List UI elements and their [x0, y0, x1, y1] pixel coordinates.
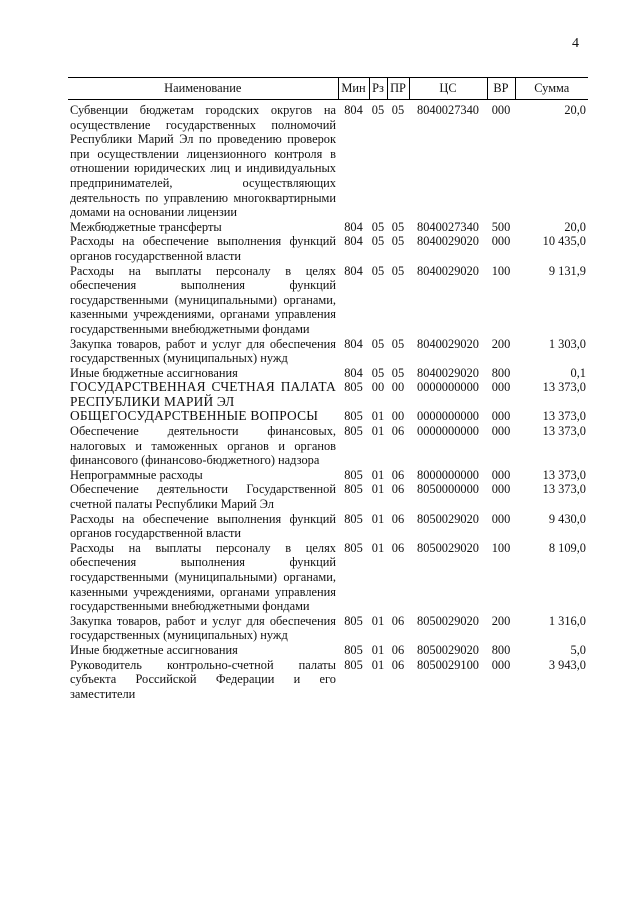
row-name: Межбюджетные трансферты [70, 219, 222, 234]
header-pr: ПР [387, 78, 409, 100]
row-name: Закупка товаров, работ и услуг для обеспечения государственных (муниципальных) нужд [70, 613, 336, 643]
row-vr: 000 [491, 467, 511, 482]
row-min: 805 [344, 409, 363, 424]
row-vr: 800 [491, 365, 511, 380]
row-rz: 01 [371, 642, 385, 657]
table-row [68, 337, 588, 366]
row-min: 805 [344, 380, 363, 395]
row-min: 805 [344, 540, 363, 555]
header-rz: Рз [369, 78, 387, 100]
row-name: ОБЩЕГОСУДАРСТВЕННЫЕ ВОПРОСЫ [70, 408, 319, 424]
row-rz: 01 [371, 424, 385, 439]
row-sum: 9 430,0 [548, 511, 586, 526]
row-min: 805 [344, 613, 363, 628]
row-vr: 200 [491, 613, 511, 628]
row-cs: 8040029020 [417, 365, 479, 380]
row-min: 805 [344, 482, 363, 497]
row-pr: 06 [391, 642, 405, 657]
row-pr: 00 [391, 409, 405, 424]
table-row [68, 409, 588, 424]
row-vr: 200 [491, 336, 511, 351]
row-min: 804 [344, 263, 363, 278]
row-vr: 000 [491, 482, 511, 497]
row-pr: 06 [391, 540, 405, 555]
row-pr: 05 [391, 263, 405, 278]
row-sum: 9 131,9 [548, 263, 586, 278]
row-sum: 20,0 [564, 219, 586, 234]
row-vr: 000 [491, 657, 511, 672]
header-min: Мин [338, 78, 369, 100]
row-cs: 8040029020 [417, 234, 479, 249]
row-name: Расходы на обеспечение выполнения функций органов государственной власти [70, 511, 336, 541]
row-sum: 1 303,0 [548, 336, 586, 351]
row-sum: 13 373,0 [542, 380, 586, 395]
page-number: 4 [572, 36, 579, 51]
row-rz: 01 [371, 467, 385, 482]
row-cs: 8050000000 [417, 482, 479, 497]
row-cs: 8040027340 [417, 219, 479, 234]
row-vr: 000 [491, 511, 511, 526]
row-min: 804 [344, 336, 363, 351]
budget-table [68, 77, 588, 701]
row-min: 804 [344, 103, 363, 117]
header-vr: ВР [487, 78, 515, 100]
row-cs: 8050029100 [417, 657, 479, 672]
row-cs: 0000000000 [417, 380, 479, 395]
row-min: 805 [344, 642, 363, 657]
row-vr: 000 [491, 103, 511, 117]
row-cs: 8050029020 [417, 511, 479, 526]
row-cs: 0000000000 [417, 424, 479, 439]
row-min: 804 [344, 234, 363, 249]
row-rz: 05 [371, 103, 385, 117]
row-name: Иные бюджетные ассигнования [70, 365, 238, 380]
row-cs: 8000000000 [417, 467, 479, 482]
header-sum: Сумма [515, 78, 588, 100]
row-sum: 3 943,0 [548, 657, 586, 672]
row-pr: 05 [391, 103, 405, 117]
row-sum: 0,1 [570, 365, 586, 380]
row-vr: 100 [491, 263, 511, 278]
row-min: 804 [344, 365, 363, 380]
table-row [68, 482, 588, 511]
row-rz: 01 [371, 482, 385, 497]
row-name: Расходы на обеспечение выполнения функций органов государственной власти [70, 234, 336, 263]
row-vr: 100 [491, 540, 511, 555]
row-rz: 05 [371, 219, 385, 234]
row-vr: 500 [491, 219, 511, 234]
row-sum: 13 373,0 [542, 409, 586, 424]
row-rz: 05 [371, 336, 385, 351]
header-name: Наименование [68, 78, 338, 100]
table-row [68, 100, 588, 220]
row-sum: 1 316,0 [548, 613, 586, 628]
row-rz: 01 [371, 540, 385, 555]
row-pr: 00 [391, 380, 405, 395]
row-vr: 000 [491, 409, 511, 424]
row-name: Закупка товаров, работ и услуг для обеспечения государственных (муниципальных) нужд [70, 336, 336, 366]
row-pr: 06 [391, 657, 405, 672]
header-cs: ЦС [409, 78, 487, 100]
row-name: Обеспечение деятельности финансовых, налоговых и таможенных органов и органов финансового (финансово-бюджетного) надзора [70, 424, 336, 468]
row-name: Расходы на выплаты персоналу в целях обеспечения выполнения функций государственными (муниципальными) органами, казенными учреждениями, органами управления государственными внебюджетными фондами [70, 540, 336, 614]
row-pr: 06 [391, 424, 405, 439]
table-row [68, 234, 588, 263]
row-vr: 000 [491, 234, 511, 249]
row-name: ГОСУДАРСТВЕННАЯ СЧЕТНАЯ ПАЛАТА РЕСПУБЛИКИ МАРИЙ ЭЛ [70, 379, 336, 409]
row-sum: 10 435,0 [542, 234, 586, 249]
table-row [68, 468, 588, 483]
row-min: 804 [344, 219, 363, 234]
table-body [68, 100, 588, 702]
row-cs: 8040029020 [417, 336, 479, 351]
row-rz: 01 [371, 613, 385, 628]
row-pr: 05 [391, 219, 405, 234]
row-sum: 13 373,0 [542, 424, 586, 439]
row-rz: 05 [371, 365, 385, 380]
table-row [68, 220, 588, 235]
row-pr: 06 [391, 482, 405, 497]
row-name: Расходы на выплаты персоналу в целях обеспечения выполнения функций государственными (муниципальными) органами, казенными учреждениями, органами управления государственными внебюджетными фондами [70, 263, 336, 336]
row-pr: 06 [391, 613, 405, 628]
row-cs: 8050029020 [417, 613, 479, 628]
row-pr: 06 [391, 467, 405, 482]
table-row [68, 512, 588, 541]
table-row [68, 366, 588, 381]
row-cs: 0000000000 [417, 409, 479, 424]
row-sum: 13 373,0 [542, 467, 586, 482]
row-sum: 5,0 [570, 642, 586, 657]
row-cs: 8040029020 [417, 263, 479, 278]
row-min: 805 [344, 424, 363, 439]
row-rz: 01 [371, 511, 385, 526]
row-vr: 800 [491, 642, 511, 657]
table-row [68, 658, 588, 702]
row-rz: 05 [371, 263, 385, 278]
row-name: Обеспечение деятельности Государственной счетной палаты Республики Марий Эл [70, 482, 336, 512]
row-name: Субвенции бюджетам городских округов на осуществление государственных полномочий Республики Марий Эл по проведению проверок при осуществлении лицензионного контроля в отношении юридических лиц и индивидуальных предпринимателей, осуществляющих деятельность по управлению многоквартирными домами на основании лицензии [70, 103, 336, 220]
row-min: 805 [344, 467, 363, 482]
row-min: 805 [344, 657, 363, 672]
table-row [68, 614, 588, 643]
row-name: Иные бюджетные ассигнования [70, 642, 238, 657]
row-sum: 8 109,0 [548, 540, 586, 555]
table-row [68, 643, 588, 658]
row-rz: 00 [371, 380, 385, 395]
row-cs: 8040027340 [417, 103, 479, 117]
row-pr: 05 [391, 365, 405, 380]
row-vr: 000 [491, 380, 511, 395]
row-cs: 8050029020 [417, 642, 479, 657]
table-row [68, 424, 588, 468]
table-row [68, 380, 588, 409]
table-row [68, 541, 588, 614]
row-pr: 06 [391, 511, 405, 526]
row-cs: 8050029020 [417, 540, 479, 555]
table-header-row [68, 78, 588, 100]
row-rz: 01 [371, 657, 385, 672]
table-row [68, 264, 588, 337]
row-sum: 20,0 [564, 103, 586, 117]
row-min: 805 [344, 511, 363, 526]
row-name: Непрограммные расходы [70, 467, 203, 482]
row-pr: 05 [391, 234, 405, 249]
row-vr: 000 [491, 424, 511, 439]
row-pr: 05 [391, 336, 405, 351]
row-rz: 01 [371, 409, 385, 424]
row-sum: 13 373,0 [542, 482, 586, 497]
row-rz: 05 [371, 234, 385, 249]
row-name: Руководитель контрольно-счетной палаты субъекта Российской Федерации и его заместители [70, 657, 336, 701]
